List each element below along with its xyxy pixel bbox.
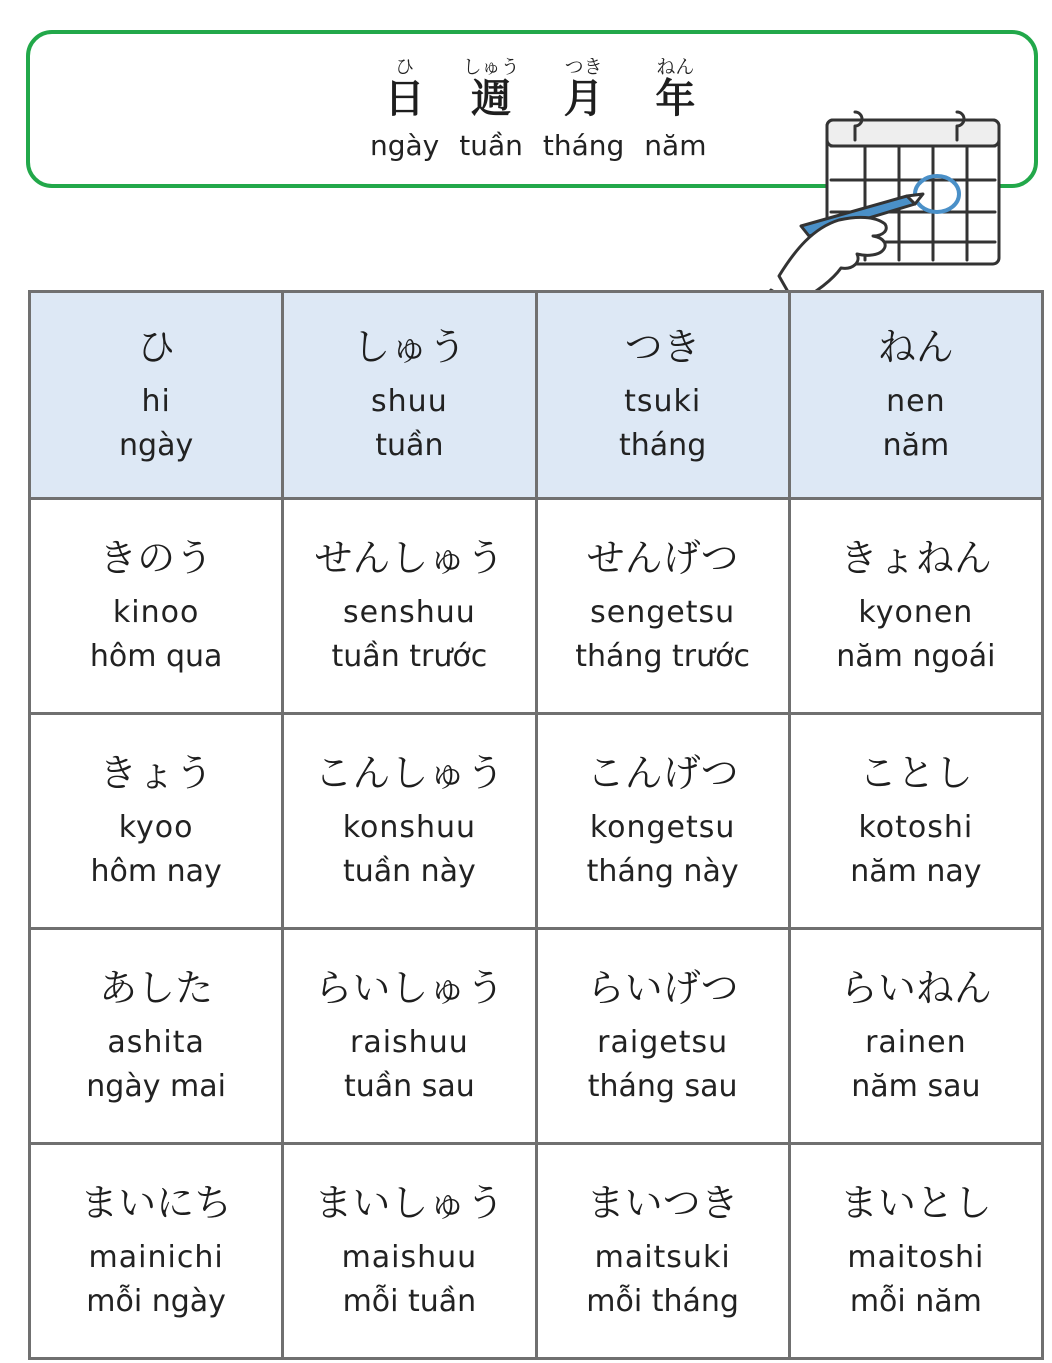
vietnamese-label: ngày [370, 129, 440, 162]
table-row [30, 929, 1043, 1144]
meaning: hôm qua [89, 639, 223, 674]
furigana: ねん [656, 56, 695, 78]
table-cell [30, 714, 283, 929]
vietnamese-label: năm [644, 129, 707, 162]
table-cell [283, 714, 536, 929]
title-column-year [644, 56, 706, 166]
meaning: ngày mai [86, 1069, 226, 1104]
meaning: tuần sau [344, 1069, 475, 1104]
table-cell [536, 1144, 789, 1359]
meaning: tuần [375, 428, 444, 463]
kana: まいにち [80, 1181, 233, 1225]
table-cell [30, 1144, 283, 1359]
romaji: mainichi [88, 1240, 224, 1275]
meaning: tuần trước [331, 639, 488, 674]
table-row [30, 714, 1043, 929]
romaji: rainen [865, 1025, 967, 1060]
table-cell [536, 929, 789, 1144]
romaji: kotoshi [858, 810, 974, 845]
meaning: tháng trước [575, 639, 750, 674]
meaning: ngày [119, 428, 194, 463]
meaning: mỗi tuần [342, 1284, 477, 1319]
table-cell [536, 499, 789, 714]
meaning: mỗi tháng [586, 1284, 739, 1319]
romaji: ashita [107, 1025, 205, 1060]
meaning: tháng này [586, 854, 739, 889]
meaning: tháng [619, 428, 707, 463]
calendar-illustration [765, 100, 1010, 310]
table-cell [30, 292, 283, 499]
meaning: năm nay [850, 854, 982, 889]
kana: ねん [877, 325, 954, 369]
table-cell [789, 714, 1042, 929]
table-cell [789, 499, 1042, 714]
table-cell [789, 1144, 1042, 1359]
romaji: hi [141, 384, 171, 419]
furigana: ひ [395, 56, 415, 78]
kana: らいねん [839, 966, 992, 1010]
kana: まいとし [839, 1181, 992, 1225]
kana: こんげつ [586, 751, 739, 795]
kana: しゅう [352, 325, 467, 369]
table-header-row [30, 292, 1043, 499]
romaji: raishuu [350, 1025, 469, 1060]
romaji: maishuu [341, 1240, 478, 1275]
title-column-month [543, 56, 624, 166]
romaji: sengetsu [590, 595, 736, 630]
meaning: năm ngoái [836, 639, 996, 674]
kana: ことし [858, 751, 973, 795]
kana: あした [99, 966, 214, 1010]
meaning: năm sau [851, 1069, 981, 1104]
furigana: しゅう [462, 56, 520, 78]
meaning: mỗi ngày [86, 1284, 226, 1319]
table-cell [536, 292, 789, 499]
table-cell [283, 929, 536, 1144]
romaji: kinoo [112, 595, 200, 630]
kana: せんしゅう [314, 536, 505, 580]
meaning: tuần này [342, 854, 476, 889]
kana: きょねん [839, 536, 992, 580]
kana: らいしゅう [314, 966, 505, 1010]
kana: らいげつ [586, 966, 739, 1010]
meaning: hôm nay [90, 854, 222, 889]
romaji: shuu [371, 384, 448, 419]
romaji: maitoshi [847, 1240, 985, 1275]
meaning: năm [882, 428, 950, 463]
table-cell [536, 714, 789, 929]
title-column-day [370, 56, 439, 166]
kanji: 年 [655, 76, 696, 122]
kana: きのう [99, 536, 214, 580]
vietnamese-label: tuần [459, 129, 523, 162]
kana: ひ [137, 325, 176, 369]
furigana: つき [564, 56, 603, 78]
romaji: kyonen [858, 595, 974, 630]
table-cell [30, 929, 283, 1144]
romaji: tsuki [624, 384, 702, 419]
kanji: 日 [384, 76, 425, 122]
kana: つき [624, 325, 701, 369]
romaji: konshuu [342, 810, 477, 845]
kana: まいしゅう [314, 1181, 505, 1225]
meaning: mỗi năm [849, 1284, 982, 1319]
romaji: maitsuki [594, 1240, 731, 1275]
table-row [30, 499, 1043, 714]
kanji: 週 [471, 76, 512, 122]
kanji: 月 [563, 76, 604, 122]
table-cell [283, 292, 536, 499]
vietnamese-label: tháng [542, 129, 625, 162]
kana: せんげつ [586, 536, 739, 580]
romaji: raigetsu [597, 1025, 729, 1060]
meaning: tháng sau [587, 1069, 738, 1104]
kana: まいつき [586, 1181, 739, 1225]
table-cell [789, 292, 1042, 499]
title-grid [360, 56, 716, 166]
romaji: kongetsu [589, 810, 736, 845]
table-cell [30, 499, 283, 714]
vocabulary-table [28, 290, 1044, 1360]
title-column-week [459, 56, 523, 166]
romaji: senshuu [342, 595, 476, 630]
kana: こんしゅう [314, 751, 505, 795]
table-cell [789, 929, 1042, 1144]
table-cell [283, 1144, 536, 1359]
kana: きょう [99, 751, 214, 795]
table-cell [283, 499, 536, 714]
romaji: nen [886, 384, 946, 419]
table-row [30, 1144, 1043, 1359]
romaji: kyoo [118, 810, 194, 845]
